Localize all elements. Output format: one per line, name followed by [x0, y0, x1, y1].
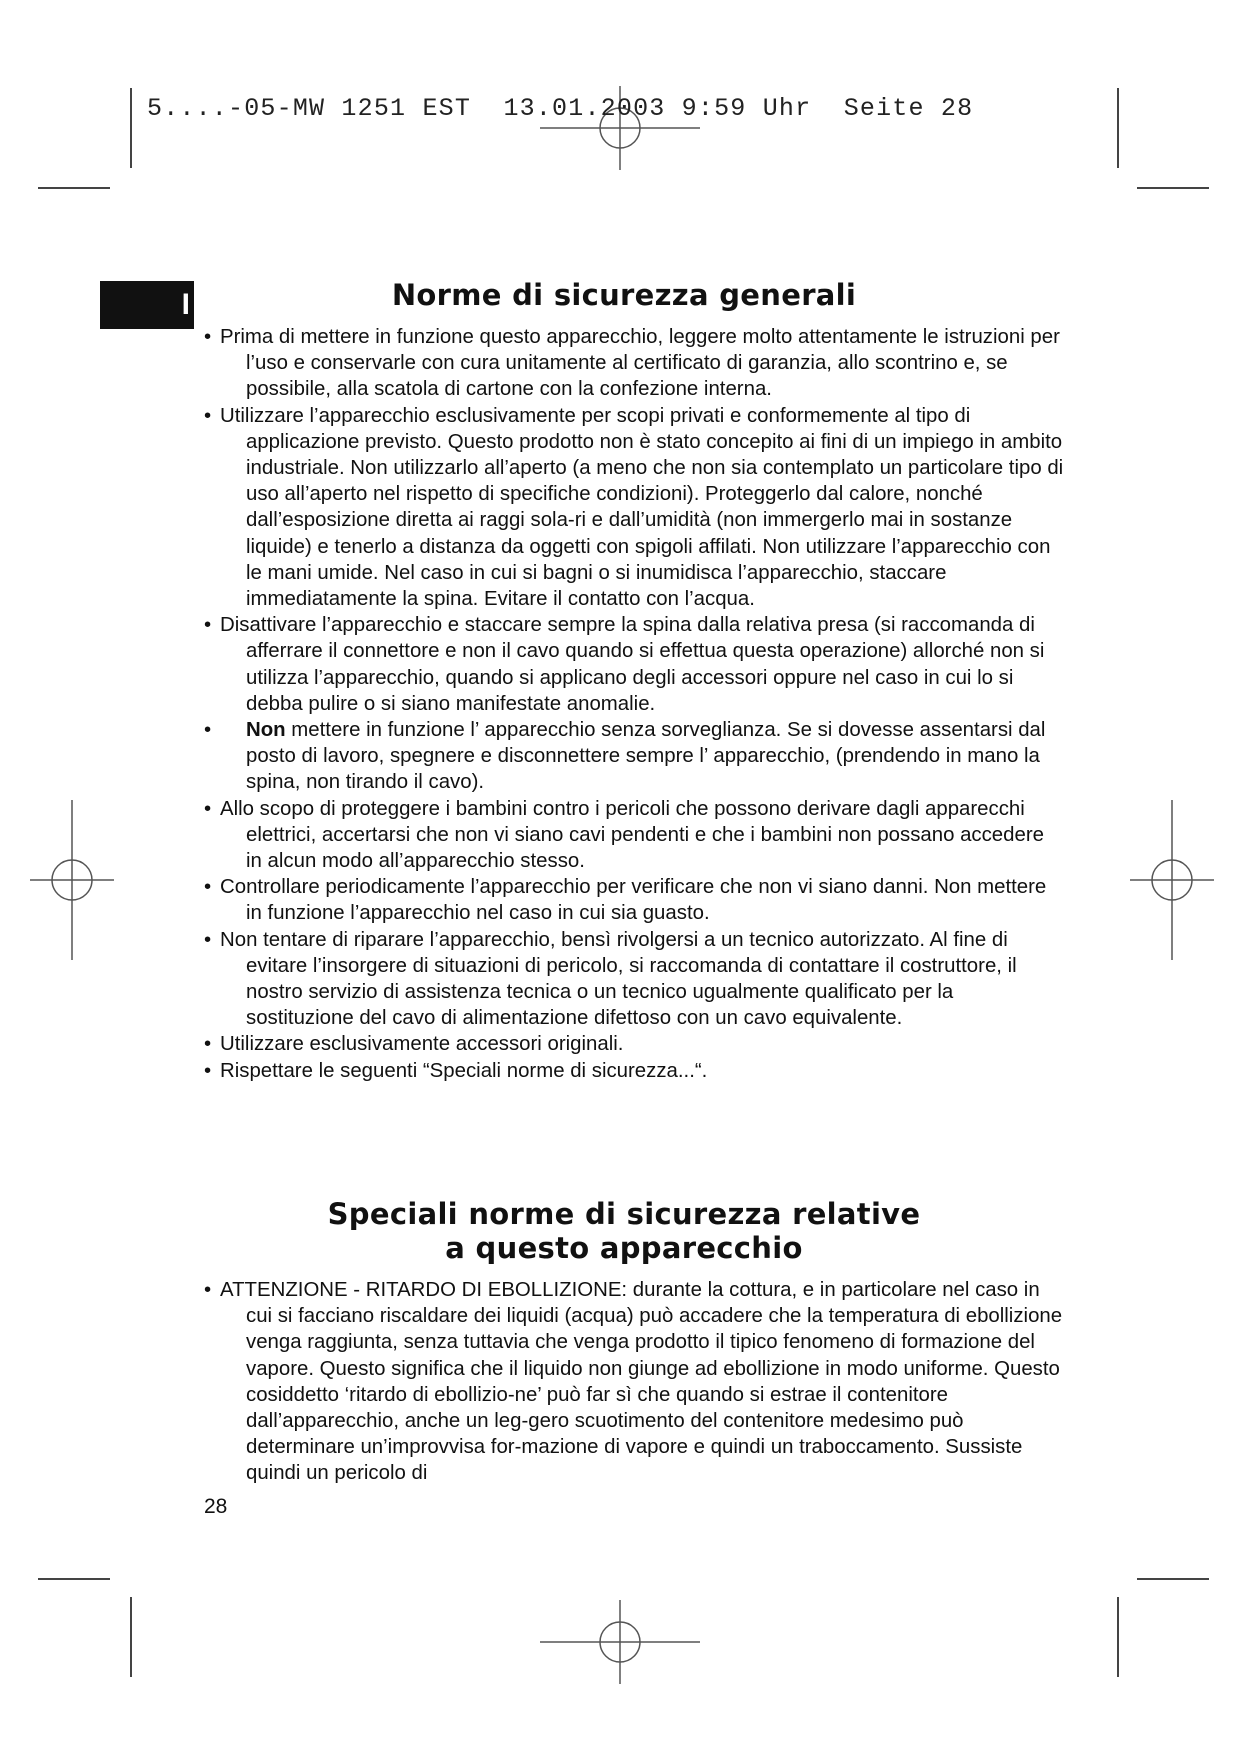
- list-item: • Non mettere in funzione l’ apparecchio senza sorveglianza. Se si dovesse assentarsi dal posto di lavoro, spegnere e disconnettere sempre l’ apparecchio, (prendendo in mano la spina, non tirando il cavo).: [204, 719, 1046, 794]
- list-item: • Prima di mettere in funzione questo apparecchio, leggere molto attentamente le istruzioni per l’uso e conservarle con cura unitamente al certificato di garanzia, allo scontrino e, se possibile, alla scatola di cartone con la confezione interna.: [204, 326, 1060, 401]
- registration-mark-right: [1130, 800, 1214, 960]
- list-item: • Allo scopo di proteggere i bambini contro i pericoli che possono derivare dagli apparecchi elettrici, accertarsi che non vi siano cavi pendenti e che i bambini non possano accedere in alcun modo all’apparecchio stesso.: [204, 797, 1044, 873]
- special-safety-list: [204, 1277, 1064, 1487]
- section-title-special-safety: [190, 1197, 1058, 1265]
- list-item: • Utilizzare l’apparecchio esclusivamente per scopi privati e conformemente al tipo di applicazione previsto. Questo prodotto non è stato concepito ai fini di un impiego in ambito industriale. Non utilizzarlo all’aperto (a meno che non sia contemplato un particolare tipo di uso all’aperto nel rispetto di specifiche condizioni). Proteggerlo dal calore, nonché dall’esposizione diretta ai raggi sola-ri e dall’umidità (non immergerlo mai in sostanze liquide) e tenerlo a distanza da oggetti con spigoli affilati. Non utilizzare l’apparecchio con le mani umide. Nel caso in cui si bagni o si inumidisca l’apparecchio, staccare immediatamente la spina. Evitare il contatto con l’acqua.: [204, 404, 1064, 611]
- general-safety-list: [204, 324, 1064, 1084]
- section-title-line-1: Speciali norme di sicurezza relative: [327, 1197, 921, 1231]
- registration-mark-left: [30, 800, 114, 960]
- page-number: 28: [204, 1495, 228, 1518]
- language-tab: I: [100, 281, 194, 329]
- section-title-line-2: a questo apparecchio: [445, 1231, 803, 1265]
- list-item: • Controllare periodicamente l’apparecchio per verificare che non vi siano danni. Non mettere in funzione l’apparecchio nel caso in cui sia guasto.: [204, 876, 1047, 925]
- print-slug: 5....-05-MW 1251 EST 13.01.2003 9:59 Uhr Seite 28: [147, 94, 974, 123]
- registration-mark-bottom: [540, 1600, 700, 1684]
- list-item: • ATTENZIONE - RITARDO DI EBOLLIZIONE: durante la cottura, e in particolare nel caso in cui si facciano riscaldare dei liquidi (acqua) può accadere che la temperatura di ebollizione venga raggiunta, senza tuttavia che venga prodotto il tipico fenomeno di formazione del vapore. Questo significa che il liquido non giunge ad ebollizione in modo uniforme. Questo cosiddetto ‘ritardo di ebollizio-ne’ può far sì che quando si estrae il contenitore dall’apparecchio, anche un leg-gero scuotimento del contenitore medesimo può determinare un’improvvisa for-mazione di vapore e quindi un traboccamento. Sussiste quindi un pericolo di: [204, 1279, 1063, 1485]
- list-item: • Disattivare l’apparecchio e staccare sempre la spina dalla relativa presa (si raccomanda di afferrare il connettore e non il cavo quando si effettua questa operazione) allorché non si utilizza l’apparecchio, quando si applicano degli accessori oppure nel caso in cui lo si debba pulire o si siano manifestate anomalie.: [204, 614, 1045, 715]
- list-item: • Rispettare le seguenti “Speciali norme di sicurezza...“.: [204, 1059, 708, 1082]
- section-title-general-safety: Norme di sicurezza generali: [391, 278, 857, 312]
- list-item: • Utilizzare esclusivamente accessori originali.: [204, 1033, 624, 1056]
- list-item: • Non tentare di riparare l’apparecchio, bensì rivolgersi a un tecnico autorizzato. Al fine di evitare l’insorgere di situazioni di pericolo, si raccomanda di contattare il costruttore, il nostro servizio di assistenza tecnica o un tecnico ugualmente qualificato per la sostituzione del cavo di alimentazione difettoso con un cavo equivalente.: [204, 928, 1017, 1030]
